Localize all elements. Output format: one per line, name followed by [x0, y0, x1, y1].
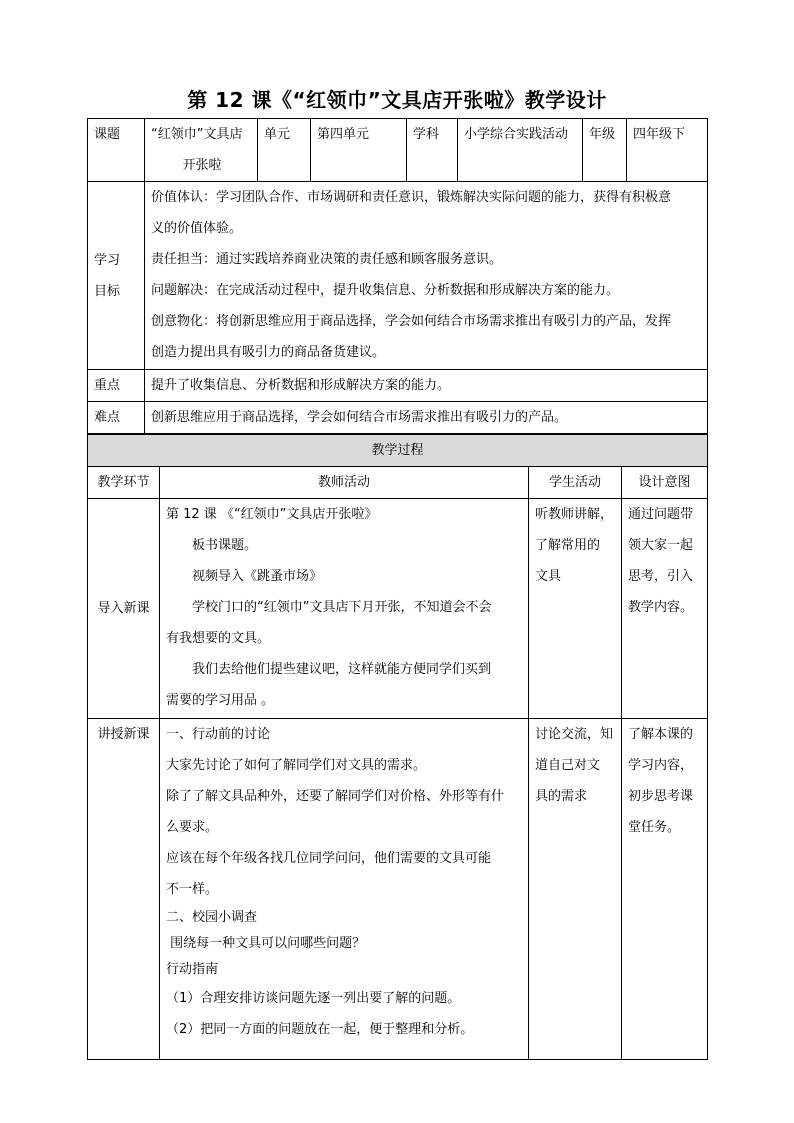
teacher-line: 视频导入《跳蚤市场》 — [192, 569, 323, 584]
stage-new-lesson: 讲授新课 — [88, 719, 160, 1060]
teacher-line: 应该在每个年级各找几位同学问问，他们需要的文具可能 — [166, 851, 492, 866]
objective-line: 责任担当：通过实践培养商业决策的责任感和顾客服务意识。 — [151, 252, 503, 267]
student-line: 具的需求 — [535, 789, 588, 804]
grade-label: 年级 — [583, 119, 627, 182]
teacher-line: 除了了解文具品种外，还要了解同学们对价格、外形等有什 — [166, 789, 505, 804]
intent-line: 通过问题带 — [628, 507, 694, 522]
page-title: 第 12 课《“红领巾”文具店开张啦》教学设计 — [187, 88, 607, 112]
lesson-teacher-activity — [160, 719, 529, 1060]
intent-line: 领大家一起 — [628, 538, 694, 553]
column-header: 设计意图 — [622, 467, 708, 499]
student-line: 文具 — [535, 569, 562, 584]
objectives-content — [145, 182, 708, 370]
topic-value-line: “红领巾”文具店 — [151, 127, 243, 142]
intent-line: 学习内容， — [628, 758, 694, 773]
intent-line: 了解本课的 — [628, 727, 694, 742]
unit-value: 第四单元 — [311, 119, 407, 182]
teacher-line: 行动指南 — [166, 962, 219, 977]
grade-value: 四年级下 — [627, 119, 708, 182]
subject-value: 小学综合实践活动 — [458, 119, 583, 182]
teacher-line: （1）合理安排访谈问题先逐一列出要了解的问题。 — [166, 991, 461, 1006]
column-header: 教学环节 — [88, 467, 160, 499]
subject-label: 学科 — [407, 119, 458, 182]
objective-line: 创意物化：将创新思维应用于商品选择，学会如何结合市场需求推出有吸引力的产品，发挥 — [151, 314, 672, 329]
intro-teacher-activity — [160, 499, 529, 719]
intro-design-intent — [622, 499, 708, 719]
difficult-point-text: 创新思维应用于商品选择，学会如何结合市场需求推出有吸引力的产品。 — [145, 402, 708, 434]
teacher-line: 第 12 课 《“红领巾”文具店开张啦》 — [166, 507, 378, 522]
student-line: 了解常用的 — [535, 538, 601, 553]
teaching-process-table — [87, 434, 708, 1060]
column-header: 学生活动 — [529, 467, 622, 499]
objective-line: 问题解决：在完成活动过程中，提升收集信息、分析数据和形成解决方案的能力。 — [151, 283, 620, 298]
column-header: 教师活动 — [160, 467, 529, 499]
teacher-line: 板书课题。 — [192, 538, 258, 553]
teacher-line: 有我想要的文具。 — [166, 631, 271, 646]
objectives-label-line: 目标 — [94, 283, 121, 299]
key-point-label: 重点 — [88, 370, 145, 402]
topic-value — [145, 119, 258, 182]
student-line: 听教师讲解， — [535, 507, 614, 522]
intent-line: 思考，引入 — [628, 569, 694, 584]
intro-student-activity — [529, 499, 622, 719]
intent-line: 教学内容。 — [628, 600, 694, 615]
teacher-line: 么要求。 — [166, 820, 219, 835]
topic-value-line: 开张啦 — [182, 158, 222, 173]
teacher-line: 大家先讨论了如何了解同学们对文具的需求。 — [166, 758, 427, 773]
objective-line: 价值体认：学习团队合作、市场调研和责任意识，锻炼解决实际问题的能力，获得有积极意 — [151, 190, 672, 205]
student-line: 讨论交流，知 — [535, 727, 614, 742]
objective-line: 创造力提出具有吸引力的商品备货建议。 — [151, 345, 386, 360]
unit-label: 单元 — [258, 119, 311, 182]
process-header: 教学过程 — [88, 435, 708, 467]
objectives-label — [88, 182, 145, 370]
topic-label: 课题 — [88, 119, 145, 182]
teacher-line: 需要的学习用品 。 — [166, 693, 275, 708]
teacher-line: 一、行动前的讨论 — [166, 727, 271, 742]
teacher-line: 我们去给他们提些建议吧，这样就能方便同学们买到 — [192, 662, 492, 677]
lesson-student-activity — [529, 719, 622, 1060]
teacher-line: 围绕每一种文具可以问哪些问题？ — [166, 936, 366, 951]
teacher-line: 不一样。 — [166, 882, 219, 897]
objectives-label-line: 学习 — [94, 252, 121, 268]
stage-intro: 导入新课 — [88, 499, 160, 719]
lesson-design-intent — [622, 719, 708, 1060]
difficult-point-label: 难点 — [88, 402, 145, 434]
key-point-text: 提升了收集信息、分析数据和形成解决方案的能力。 — [145, 370, 708, 402]
teacher-line: 学校门口的“红领巾”文具店下月开张，不知道会不会 — [192, 600, 492, 615]
teacher-line: 二、校园小调查 — [166, 910, 258, 925]
teacher-line: （2）把同一方面的问题放在一起，便于整理和分析。 — [166, 1022, 474, 1037]
student-line: 道自己对文 — [535, 758, 601, 773]
objective-line: 义的价值体验。 — [151, 221, 243, 236]
intent-line: 初步思考课 — [628, 789, 694, 804]
lesson-info-table — [87, 118, 708, 434]
intent-line: 堂任务。 — [628, 820, 681, 835]
